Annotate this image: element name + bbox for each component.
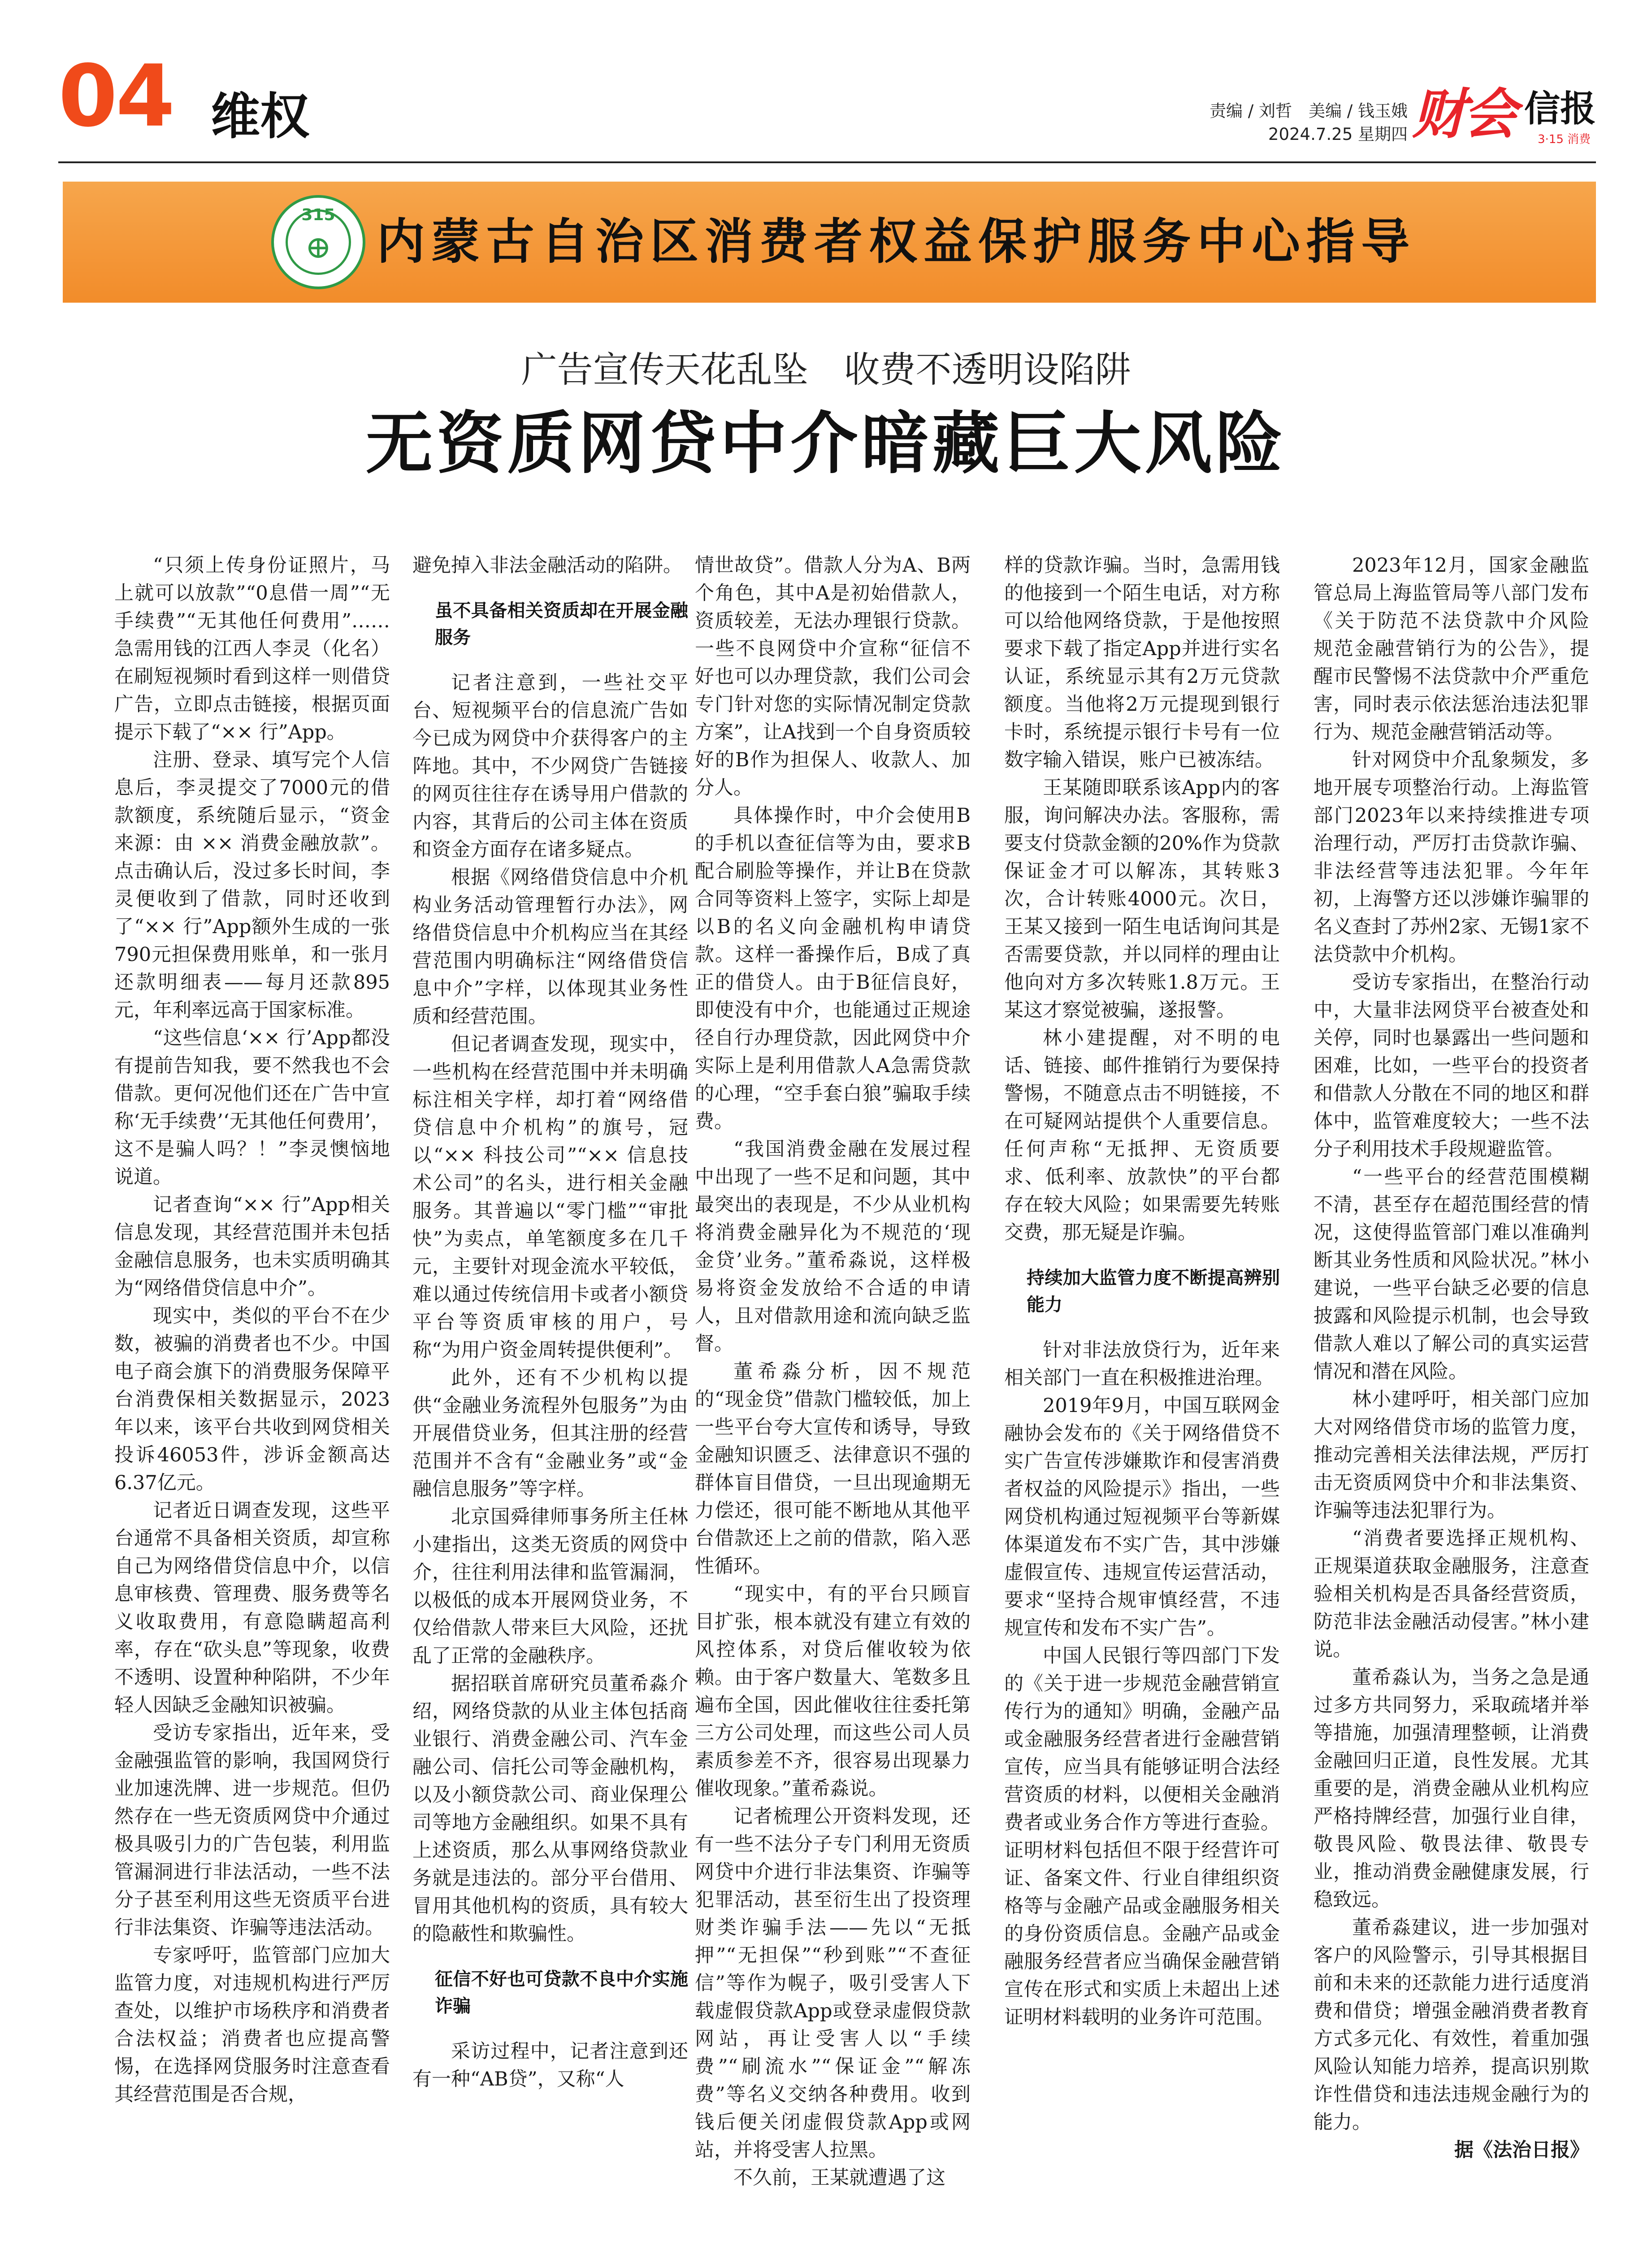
article-column-2 — [412, 552, 688, 2093]
paragraph: 受访专家指出，近年来，受金融强监管的影响，我国网贷行业加速洗牌、进一步规范。但仍然存在一些无资质网贷中介通过极具吸引力的广告包装，利用监管漏洞进行非法活动，一些不法分子甚至利用这些无资质平台进行非法集资、诈骗等违法活动。 — [114, 1722, 390, 1939]
paragraph: “消费者要选择正规机构、正规渠道获取金融服务，注意查验相关机构是否具备经营资质，防范非法金融活动侵害。”林小建说。 — [1314, 1527, 1589, 1661]
paragraph: 此外，还有不少机构以提供“金融业务流程外包服务”为由开展借贷业务，但其注册的经营范围并不含有“金融业务”或“金融信息服务”等字样。 — [412, 1367, 688, 1500]
paragraph: 林小建提醒，对不明的电话、链接、邮件推销行为要保持警惕，不随意点击不明链接，不在可疑网站提供个人重要信息。任何声称“无抵押、无资质要求、低利率、放款快”的平台都存在较大风险；如果需要先转账交费，那无疑是诈骗。 — [1004, 1027, 1280, 1244]
logo-brand-second: 信报 — [1524, 87, 1596, 130]
newspaper-logo — [1412, 83, 1605, 150]
logo-subtitle: 3·15 消费 — [1538, 133, 1591, 146]
emblem-globe-icon: ⊕ — [305, 229, 332, 265]
paragraph: 具体操作时，中介会使用B的手机以查征信等为由，要求B配合刷脸等操作，并让B在贷款合同等资料上签字，实际上却是以B的名义向金融机构申请贷款。这样一番操作后，B成了真正的借贷人。由于B征信良好，即使没有中介，也能通过正规途径自行办理贷款，因此网贷中介实际上是利用借款人A急需贷款的心理，“空手套白狼”骗取手续费。 — [695, 804, 971, 1133]
paragraph-continuation: 避免掉入非法金融活动的陷阱。 — [412, 554, 682, 577]
emblem-number: 315 — [301, 206, 335, 224]
paragraph-continuation: 情世故贷”。借款人分为A、B两个角色，其中A是初始借款人，资质较差，无法办理银行贷款。一些不良网贷中介宣称“征信不好也可以办理贷款，我们公司会专门针对您的实际情况制定贷款方案”，让A找到一个自身资质较好的B作为担保人、收款人、加分人。 — [695, 554, 971, 799]
article-source: 据《法治日报》 — [1454, 2139, 1589, 2161]
paragraph: 采访过程中，记者注意到还有一种“AB贷”，又称“人 — [412, 2040, 688, 2090]
paragraph: 董希淼建议，进一步加强对客户的风险警示，引导其根据目前和未来的还款能力进行适度消费和借贷；增强金融消费者教育方式多元化、有效性，着重加强风险认知能力培养，提高识别欺诈性借贷和违法违规金融行为的能力。 — [1314, 1916, 1589, 2133]
article-column-5 — [1314, 552, 1589, 2164]
paragraph: 董希淼分析，因不规范的“现金贷”借款门槛较低，加上一些平台夸大宣传和诱导，导致金融知识匮乏、法律意识不强的群体盲目借贷，一旦出现逾期无力偿还，很可能不断地从其他平台借款还上之前的借款，陷入恶性循环。 — [695, 1360, 971, 1577]
paragraph: 林小建呼吁，相关部门应加大对网络借贷市场的监管力度，推动完善相关法律法规，严厉打击无资质网贷中介和非法集资、诈骗等违法犯罪行为。 — [1314, 1388, 1589, 1522]
paragraph-continuation: 样的贷款诈骗。当时，急需用钱的他接到一个陌生电话，对方称可以给他网络贷款，于是他按照要求下载了指定App并进行实名认证，系统显示其有2万元贷款额度。当他将2万元提现到银行卡时，系统提示银行卡号有一位数字输入错误，账户已被冻结。 — [1004, 554, 1280, 771]
article-subtitle: 广告宣传天花乱坠 收费不透明设陷阱 — [521, 349, 1131, 391]
section-subheading: 虽不具备相关资质却在开展金融服务 — [435, 600, 688, 648]
page-number: 04 — [58, 47, 173, 146]
paragraph: “我国消费金融在发展过程中出现了一些不足和问题，其中最突出的表现是，不少从业机构将消费金融异化为不规范的‘现金贷’业务。”董希淼说，这样极易将资金发放给不合适的申请人，且对借款用途和流向缺乏监督。 — [695, 1138, 971, 1355]
paragraph: 专家呼吁，监管部门应加大监管力度，对违规机构进行严厉查处，以维护市场秩序和消费者合法权益；消费者也应提高警惕，在选择网贷服务时注意查看其经营范围是否合规， — [114, 1944, 390, 2106]
article-column-3 — [695, 552, 971, 2192]
logo-brand: 财会 — [1412, 83, 1514, 146]
paragraph: 根据《网络借贷信息中介机构业务活动管理暂行办法》，网络借贷信息中介机构应当在其经营范围内明确标注“网络借贷信息中介”字样，以体现其业务性质和经营范围。 — [412, 866, 688, 1028]
paragraph: 受访专家指出，在整治行动中，大量非法网贷平台被查处和关停，同时也暴露出一些问题和困难，比如，一些平台的投资者和借款人分散在不同的地区和群体中，监管难度较大；一些不法分子利用技术手段规避监管。 — [1314, 971, 1589, 1160]
paragraph: 但记者调查发现，现实中，一些机构在经营范围中并未明确标注相关字样，却打着“网络借贷信息中介机构”的旗号，冠以“×× 科技公司”“×× 信息技术公司”的名头，进行相关金融服务。其普遍以“零门槛”“审批快”为卖点，单笔额度多在几千元，主要针对现金流水平较低，难以通过传统信用卡或者小额贷平台等资质审核的用户，号称“为用户资金周转提供便利”。 — [412, 1033, 688, 1361]
paragraph: 北京国舜律师事务所主任林小建指出，这类无资质的网贷中介，往往利用法律和监管漏洞，以极低的成本开展网贷业务，不仅给借款人带来巨大风险，还扰乱了正常的金融秩序。 — [412, 1506, 688, 1667]
paragraph: 王某随即联系该App内的客服，询问解决办法。客服称，需要支付贷款金额的20%作为贷款保证金才可以解冻，其转账3次，合计转账4000元。次日，王某又接到一陌生电话询问其是否需要贷款，并以同样的理由让他向对方多次转账1.8万元。王某这才察觉被骗，遂报警。 — [1004, 777, 1280, 1021]
paragraph: 据招联首席研究员董希淼介绍，网络贷款的从业主体包括商业银行、消费金融公司、汽车金融公司、信托公司等金融机构，以及小额贷款公司、商业保理公司等地方金融组织。如果不具有上述资质，那么从事网络贷款业务就是违法的。部分平台借用、冒用其他机构的资质，具有较大的隐蔽性和欺骗性。 — [412, 1673, 688, 1945]
consumer-rights-emblem-icon — [271, 195, 365, 289]
article-title: 无资质网贷中介暗藏巨大风险 — [365, 405, 1287, 483]
issue-date: 2024.7.25 星期四 — [1268, 125, 1408, 144]
section-subheading: 征信不好也可贷款不良中介实施诈骗 — [435, 1969, 688, 2016]
section-subheading: 持续加大监管力度不断提高辨别能力 — [1027, 1268, 1280, 1315]
paragraph: 2019年9月，中国互联网金融协会发布的《关于网络借贷不实广告宣传涉嫌欺诈和侵害消费者权益的风险提示》指出，一些网贷机构通过短视频平台等新媒体渠道发布不实广告，其中涉嫌虚假宣传、违规宣传运营活动，要求“坚持合规审慎经营，不违规宣传和发布不实广告”。 — [1004, 1395, 1280, 1639]
article-column-1 — [114, 552, 390, 2108]
paragraph: “只须上传身份证照片，马上就可以放款”“0息借一周”“无手续费”“无其他任何费用”……急需用钱的江西人李灵（化名）在刷短视频时看到这样一则借贷广告，立即点击链接，根据页面提示下载了“×× 行”App。 — [114, 554, 390, 743]
paragraph: 记者近日调查发现，这些平台通常不具备相关资质，却宣称自己为网络借贷信息中介，以信息审核费、管理费、服务费等名义收取费用，有意隐瞒超高利率，存在“砍头息”等现象，收费不透明、设置种种陷阱，不少年轻人因缺乏金融知识被骗。 — [114, 1499, 390, 1716]
paragraph: 针对非法放贷行为，近年来相关部门一直在积极推进治理。 — [1004, 1339, 1280, 1389]
paragraph: 董希淼认为，当务之急是通过多方共同努力，采取疏堵并举等措施，加强清理整顿，让消费金融回归正道，良性发展。尤其重要的是，消费金融从业机构应严格持牌经营，加强行业自律，敬畏风险、敬畏法律、敬畏专业，推动消费金融健康发展，行稳致远。 — [1314, 1666, 1589, 1911]
paragraph: 现实中，类似的平台不在少数，被骗的消费者也不少。中国电子商会旗下的消费服务保障平台消费保相关数据显示，2023年以来，该平台共收到网贷相关投诉46053件，涉诉金额高达6.37亿元。 — [114, 1305, 390, 1494]
paragraph: “这些信息‘×× 行’App都没有提前告知我，要不然我也不会借款。更何况他们还在广告中宣称‘无手续费’‘无其他任何费用’，这不是骗人吗？！”李灵懊恼地说道。 — [114, 1027, 390, 1188]
paragraph: 记者查询“×× 行”App相关信息发现，其经营范围并未包括金融信息服务，也未实质明确其为“网络借贷信息中介”。 — [114, 1194, 390, 1299]
paragraph: 记者梳理公开资料发现，还有一些不法分子专门利用无资质网贷中介进行非法集资、诈骗等犯罪活动，甚至衍生出了投资理财类诈骗手法——先以“无抵押”“无担保”“秒到账”“不查征信”等作为幌子，吸引受害人下载虚假贷款App或登录虚假贷款网站，再让受害人以“手续费”“刷流水”“保证金”“解冻费”等名义交纳各种费用。收到钱后便关闭虚假贷款App或网站，并将受害人拉黑。 — [695, 1805, 971, 2161]
paragraph: 中国人民银行等四部门下发的《关于进一步规范金融营销宣传行为的通知》明确，金融产品或金融服务经营者进行金融营销宣传，应当具有能够证明合法经营资质的材料，以便相关金融消费者或业务合作方等进行查验。证明材料包括但不限于经营许可证、备案文件、行业自律组织资格等与金融产品或金融服务相关的身份资质信息。金融产品或金融服务经营者应当确保金融营销宣传在形式和实质上未超出上述证明材料载明的业务许可范围。 — [1004, 1645, 1280, 2029]
paragraph: “现实中，有的平台只顾盲目扩张，根本就没有建立有效的风控体系，对贷后催收较为依赖。由于客户数量大、笔数多且遍布全国，因此催收往往委托第三方公司处理，而这些公司人员素质参差不齐，很容易出现暴力催收现象。”董希淼说。 — [695, 1583, 971, 1800]
paragraph: 不久前，王某就遭遇了这 — [733, 2167, 945, 2189]
credits-editors: 责编 / 刘哲 美编 / 钱玉娥 — [1210, 101, 1408, 121]
paragraph: 记者注意到，一些社交平台、短视频平台的信息流广告如今已成为网贷中介获得客户的主阵地。其中，不少网贷广告链接的网页往往存在诱导用户借款的内容，其背后的公司主体在资质和资金方面存在诸多疑点。 — [412, 672, 688, 861]
header-rule — [58, 161, 1596, 163]
paragraph: 针对网贷中介乱象频发，多地开展专项整治行动。上海监管部门2023年以来持续推进专项治理行动，严厉打击贷款诈骗、非法经营等违法犯罪。今年年初，上海警方还以涉嫌诈骗罪的名义查封了苏州2家、无锡1家不法贷款中介机构。 — [1314, 749, 1589, 966]
section-title: 维权 — [211, 87, 309, 145]
paragraph: 2023年12月，国家金融监管总局上海监管局等八部门发布《关于防范不法贷款中介风险 规范金融营销行为的公告》，提醒市民警惕不法贷款中介严重危害，同时表示依法惩治违法犯罪行为、规范金融营销活动等。 — [1314, 554, 1589, 743]
article-column-4 — [1004, 552, 1280, 2031]
paragraph: “一些平台的经营范围模糊不清，甚至存在超范围经营的情况，这使得监管部门难以准确判断其业务性质和风险状况。”林小建说，一些平台缺乏必要的信息披露和风险提示机制，也会导致借款人难以了解公司的真实运营情况和潜在风险。 — [1314, 1166, 1589, 1383]
paragraph: 注册、登录、填写完个人信息后，李灵提交了7000元的借款额度，系统随后显示，“资金来源：由 ×× 消费金融放款”。点击确认后，没过多长时间，李灵便收到了借款，同时还收到了“×× 行”App额外生成的一张790元担保费用账单，和一张月还款明细表——每月还款895元，年利率远高于国家标准。 — [114, 749, 390, 1021]
credits — [1157, 100, 1408, 146]
banner-text: 内蒙古自治区消费者权益保护服务中心指导 — [377, 214, 1416, 270]
